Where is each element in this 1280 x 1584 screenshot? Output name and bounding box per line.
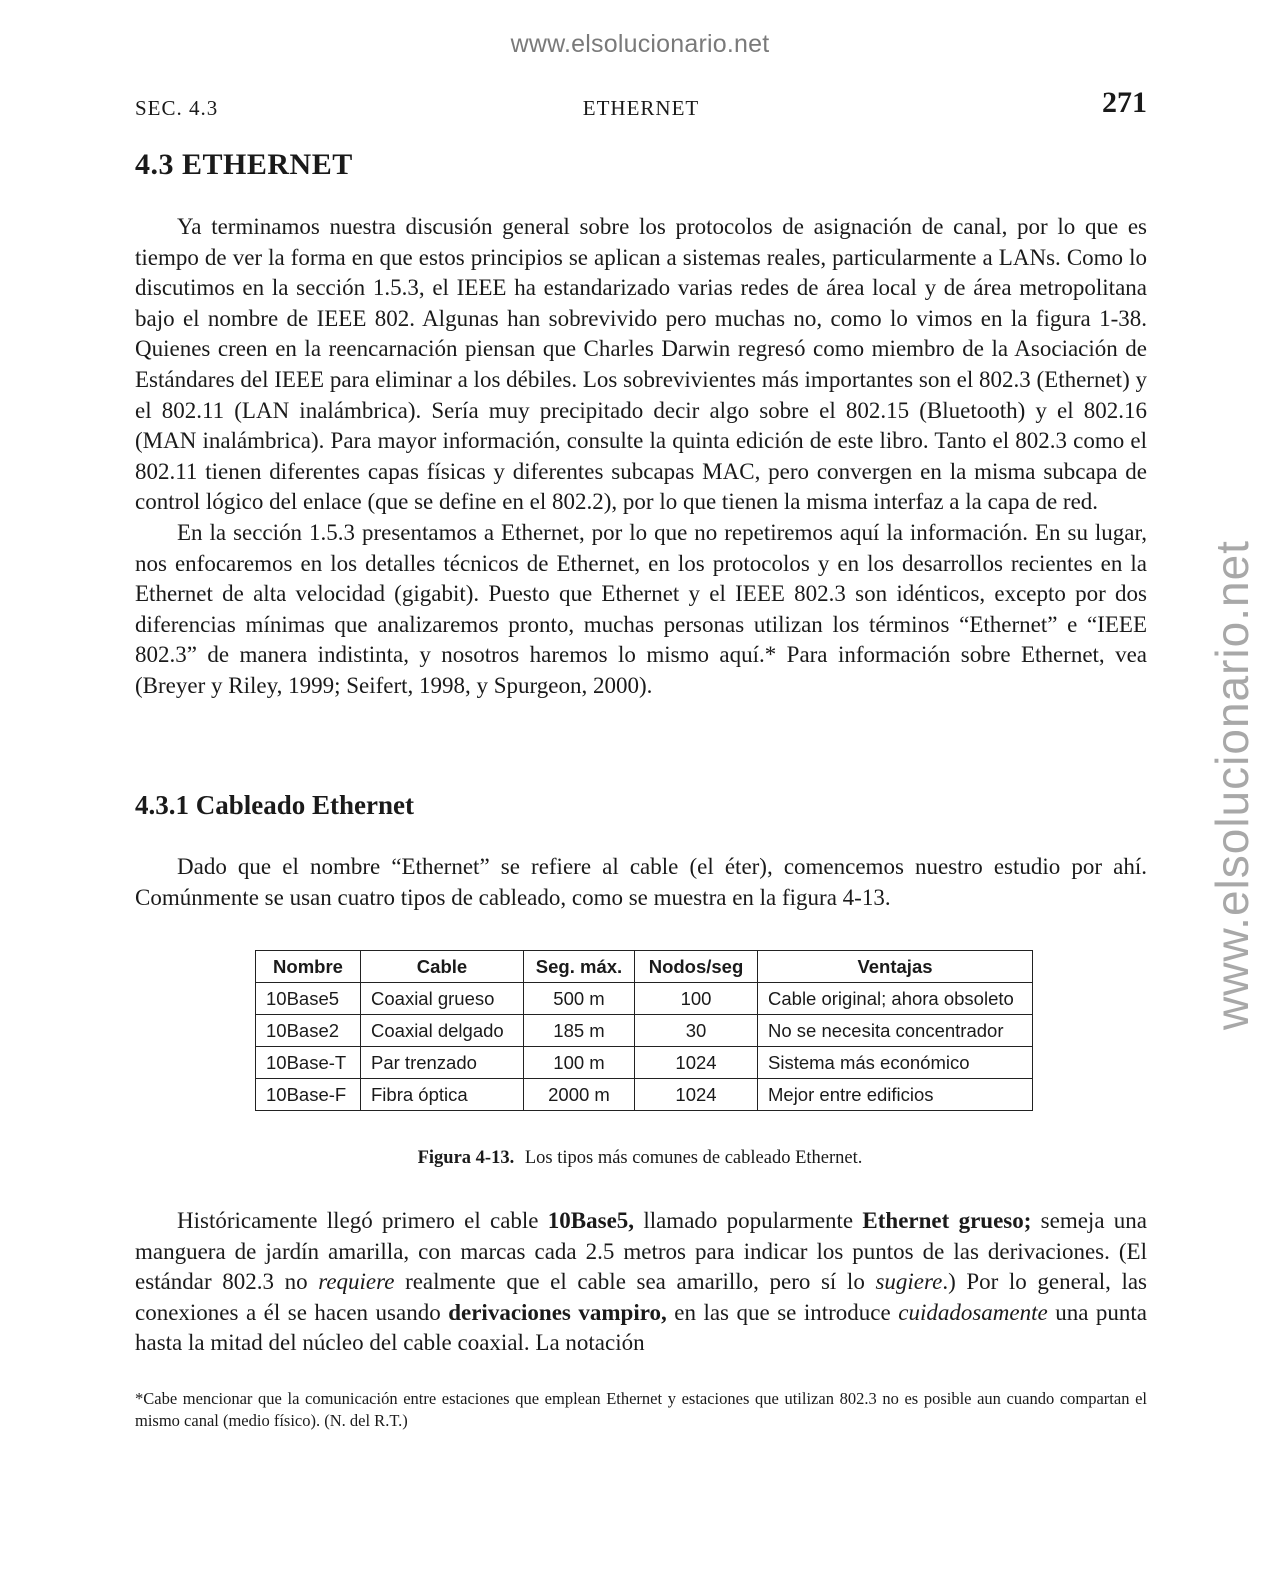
closing-text-5: .) Por lo general, las conexiones a él se hacen usando: [135, 1269, 1147, 1325]
figure-caption: [0, 1148, 1280, 1169]
cell-nodos-seg: 30: [635, 1015, 758, 1047]
header-ventajas: Ventajas: [758, 951, 1033, 983]
table-row: [256, 1015, 1033, 1047]
page-number: 271: [1102, 86, 1147, 119]
table-header-row: [256, 951, 1033, 983]
paragraph-1: Ya terminamos nuestra discusión general sobre los protocolos de asignación de canal, por lo que es tiempo de ver la forma en que estos principios se aplican a sistemas reales, particularmente a LANs. Como lo discutimos en la sección 1.5.3, el IEEE ha estandarizado varias redes de área local y de área metropolitana bajo el nombre de IEEE 802. Algunas han sobrevivido pero muchas no, como lo vimos en la figura 1-38. Quienes creen en la reencarnación piensan que Charles Darwin regresó como miembro de la Asociación de Estándares del IEEE para eliminar a los débiles. Los sobrevivientes más importantes son el 802.3 (Ethernet) y el 802.11 (LAN inalámbrica). Sería muy precipitado decir algo sobre el 802.15 (Bluetooth) y el 802.16 (MAN inalámbrica). Para mayor información, consulte la quinta edición de este libro. Tanto el 802.3 como el 802.11 tienen diferentes capas físicas y diferentes subcapas MAC, pero convergen en la misma subcapa de control lógico del enlace (que se define en el 802.2), por lo que tienen la misma interfaz a la capa de red.: [135, 214, 1147, 515]
paragraph-intro: Dado que el nombre “Ethernet” se refiere al cable (el éter), comencemos nuestro estudio por ahí. Comúnmente se usan cuatro tipos de cableado, como se muestra en la figura 4-13.: [135, 854, 1147, 910]
closing-text-7: una punta hasta la mitad del núcleo del cable coaxial. La notación: [135, 1299, 1148, 1356]
header-nodos-seg: Nodos/seg: [635, 951, 758, 983]
emphasis-sugiere: sugiere: [875, 1269, 943, 1295]
header-nombre: Nombre: [256, 951, 361, 983]
closing-text-2: llamado popularmente: [634, 1208, 863, 1233]
cell-cable: Coaxial grueso: [361, 983, 524, 1015]
subsection-intro: [135, 852, 1147, 913]
cell-seg-max: 185 m: [524, 1015, 635, 1047]
table-row: [256, 1047, 1033, 1079]
cabling-table-wrapper: [255, 950, 1033, 1111]
cell-seg-max: 2000 m: [524, 1079, 635, 1111]
cell-nodos-seg: 100: [635, 983, 758, 1015]
footnote: *Cabe mencionar que la comunicación entre estaciones que emplean Ethernet y estaciones que utilizan 802.3 no es posible aun cuando compartan el mismo canal (medio físico). (N. del R.T.): [135, 1389, 1147, 1430]
section-body: [135, 212, 1147, 702]
closing-text-4: realmente que el cable sea amarillo, pero sí lo: [394, 1269, 876, 1295]
cell-ventajas: Cable original; ahora obsoleto: [758, 983, 1033, 1015]
closing-text-1: Históricamente llegó primero el cable: [177, 1208, 548, 1233]
cell-seg-max: 500 m: [524, 983, 635, 1015]
cell-cable: Coaxial delgado: [361, 1015, 524, 1047]
cell-ventajas: Mejor entre edificios: [758, 1079, 1033, 1111]
cell-ventajas: No se necesita concentrador: [758, 1015, 1033, 1047]
header-cable: Cable: [361, 951, 524, 983]
cell-nodos-seg: 1024: [635, 1079, 758, 1111]
emphasis-cuidadosamente: cuidadosamente: [898, 1299, 1048, 1325]
paragraph-2: En la sección 1.5.3 presentamos a Ethernet, por lo que no repetiremos aquí la información. En su lugar, nos enfocaremos en los detalles técnicos de Ethernet, en los protocolos y en los desarrollos recientes en la Ethernet de alta velocidad (gigabit). Puesto que Ethernet y el IEEE 802.3 son idénticos, excepto por dos diferencias mínimas que analizaremos pronto, muchas personas utilizan los términos “Ethernet” e “IEEE 802.3” de manera indistinta, y nosotros haremos lo mismo aquí.* Para información sobre Ethernet, vea (Breyer y Riley, 1999; Seifert, 1998, y Spurgeon, 2000).: [135, 519, 1147, 698]
term-derivaciones-vampiro: derivaciones vampiro,: [448, 1299, 667, 1325]
term-10base5: 10Base5,: [547, 1208, 635, 1233]
paragraph-closing: [135, 1206, 1147, 1359]
figure-caption-text: Los tipos más comunes de cableado Ethernet.: [524, 1148, 863, 1168]
figure-caption-label: Figura 4-13.: [417, 1148, 515, 1168]
header-seg-max: Seg. máx.: [524, 951, 635, 983]
closing-text-6: en las que se introduce: [666, 1299, 899, 1325]
cell-nodos-seg: 1024: [635, 1047, 758, 1079]
cell-cable: Fibra óptica: [361, 1079, 524, 1111]
subsection-title: 4.3.1 Cableado Ethernet: [135, 790, 414, 820]
running-head-section: SEC. 4.3: [135, 96, 219, 120]
watermark-top: www.elsolucionario.net: [510, 30, 770, 58]
cell-nombre: 10Base-F: [256, 1079, 361, 1111]
cell-seg-max: 100 m: [524, 1047, 635, 1079]
term-ethernet-grueso: Ethernet grueso;: [862, 1208, 1032, 1233]
closing-text-3: semeja una manguera de jardín amarilla, con marcas cada 2.5 metros para indicar los puntos de las derivaciones. (El estándar 802.3 no: [135, 1208, 1148, 1295]
cell-nombre: 10Base5: [256, 983, 361, 1015]
running-head: [135, 86, 1147, 128]
cell-nombre: 10Base2: [256, 1015, 361, 1047]
section-title: 4.3 ETHERNET: [135, 148, 353, 181]
table-row: [256, 983, 1033, 1015]
emphasis-requiere: requiere: [318, 1269, 395, 1295]
watermark-side: www.elsolucionario.net: [1206, 540, 1258, 1030]
closing-section: [135, 1206, 1147, 1359]
cell-cable: Par trenzado: [361, 1047, 524, 1079]
running-head-title: ETHERNET: [582, 96, 700, 120]
table-row: [256, 1079, 1033, 1111]
cabling-table: [255, 950, 1033, 1111]
cell-nombre: 10Base-T: [256, 1047, 361, 1079]
cell-ventajas: Sistema más económico: [758, 1047, 1033, 1079]
